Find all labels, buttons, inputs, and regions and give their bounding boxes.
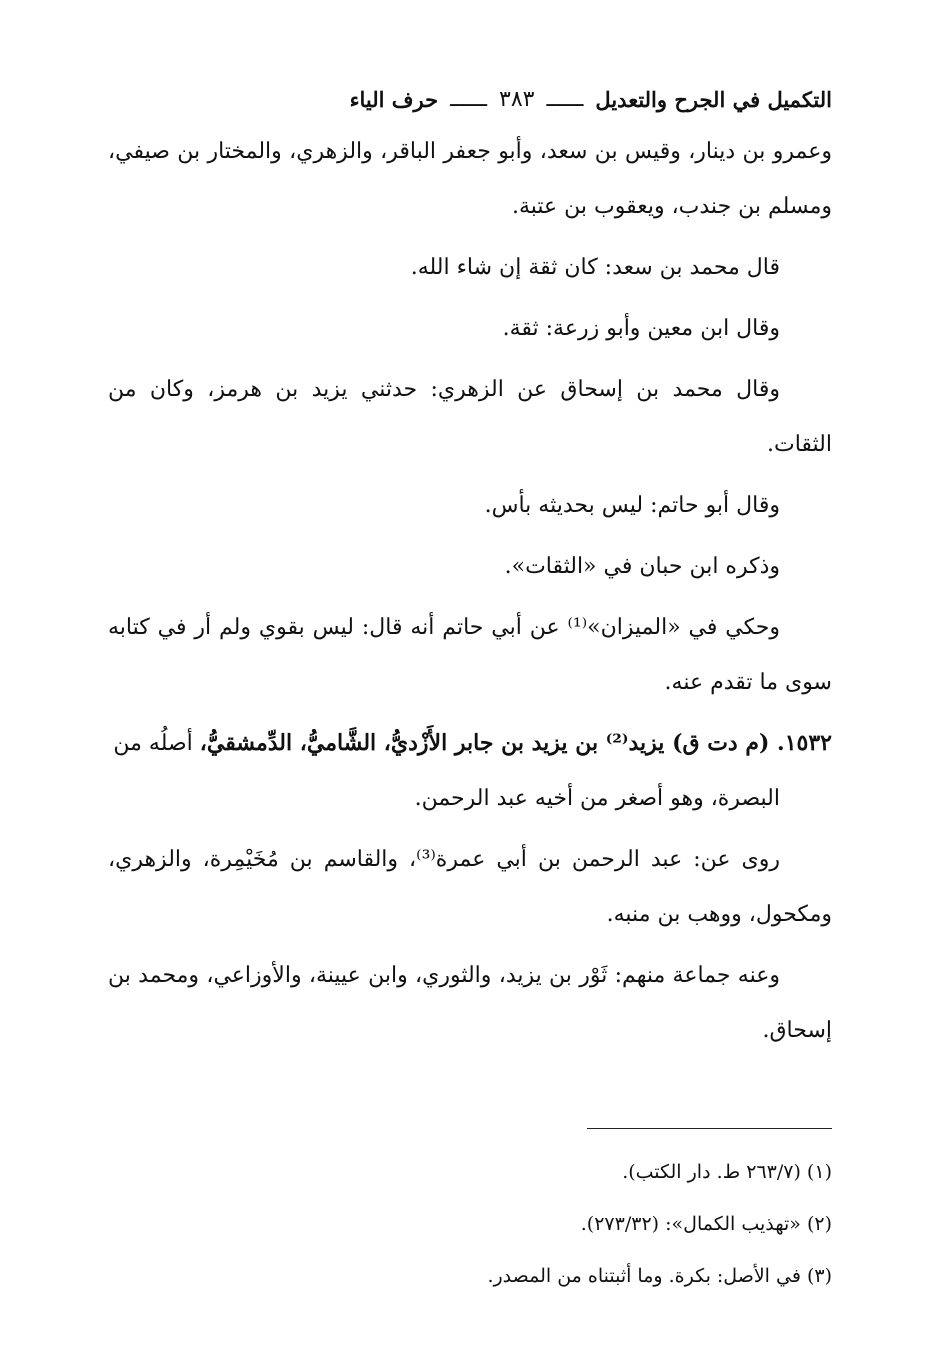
paragraph: وقال محمد بن إسحاق عن الزهري: حدثني يزيد بن هرمز، وكان من الثقات. (108, 377, 832, 457)
page-number: ٣٨٣ (499, 86, 535, 112)
paragraph: وعنه جماعة منهم: ثَوْر بن يزيد، والثوري، وابن عيينة، والأوزاعي، ومحمد بن إسحاق. (108, 963, 832, 1043)
entry-text: أصلُه من (113, 731, 200, 756)
footnote-rule (587, 1128, 832, 1129)
paragraph: وقال ابن معين وأبو زرعة: ثقة. (502, 316, 780, 341)
document-page (108, 78, 832, 1332)
paragraph: قال محمد بن سعد: كان ثقة إن شاء الله. (410, 255, 780, 280)
footnotes (108, 1146, 832, 1302)
footnote: (٣) في الأصل: بكرة. وما أثبتناه من المصدر. (487, 1265, 832, 1287)
book-title: التكميل في الجرح والتعديل (595, 86, 832, 112)
paragraph: وقال أبو حاتم: ليس بحديثه بأس. (484, 493, 780, 518)
footnote: (١) (٢٦٣/٧ ط. دار الكتب). (622, 1161, 832, 1183)
entry-heading: ١٥٣٢. (م دت ق) يزيد⁽²⁾ بن يزيد بن جابر الأَزْديُّ، الشَّاميُّ، الدِّمشقيُّ، (199, 730, 832, 756)
paragraph: روى عن: عبد الرحمن بن أبي عمرة⁽³⁾، والقاسم بن مُخَيْمِرة، والزهري، ومكحول، ووهب بن منبه. (108, 847, 832, 927)
footnote: (٢) «تهذيب الكمال»: (٢٧٣/٣٢). (580, 1213, 832, 1235)
footnote-divider (108, 1128, 832, 1130)
chapter-title: حرف الياء (349, 86, 439, 112)
running-header (108, 78, 832, 120)
paragraph: وحكي في «الميزان»⁽¹⁾ عن أبي حاتم أنه قال: ليس بقوي ولم أر في كتابه سوى ما تقدم عنه. (108, 615, 832, 695)
header-dash: ــــــ (450, 87, 488, 111)
header-dash: ــــــ (546, 87, 584, 111)
paragraph: وعمرو بن دينار، وقيس بن سعد، وأبو جعفر الباقر، والزهري، والمختار بن صيفي، ومسلم بن جندب، ويعقوب بن عتبة. (108, 139, 832, 219)
paragraph: وذكره ابن حبان في «الثقات». (504, 554, 780, 579)
entry-paragraph (108, 716, 832, 771)
entry-continuation: البصرة، وهو أصغر من أخيه عبد الرحمن. (414, 786, 780, 811)
